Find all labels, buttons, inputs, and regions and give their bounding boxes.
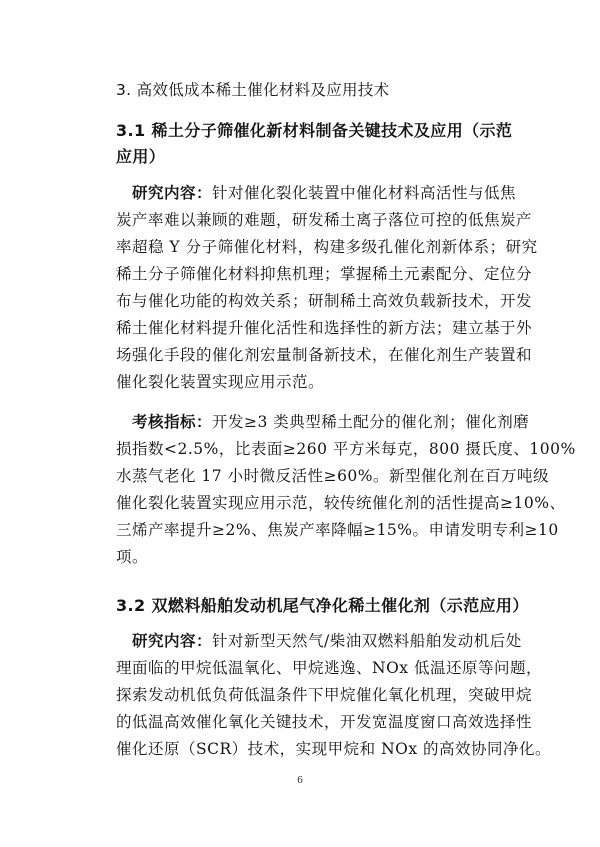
paragraph-line: 炭产率难以兼顾的难题，研发稀土离子落位可控的低焦炭产: [116, 211, 533, 229]
paragraph-line: 水蒸气老化 17 小时微反活性≥60%。新型催化剂在百万吨级: [116, 467, 550, 485]
page-number: 6: [297, 774, 303, 786]
research-label: 研究内容：: [132, 184, 213, 202]
paragraph-line: [132, 412, 529, 432]
paragraph-line: 布与催化功能的构效关系；研制稀土高效负载新技术，开发: [116, 292, 533, 310]
paragraph-line: 理面临的甲烷低温氧化、甲烷逃逸、NOx 低温还原等问题，: [116, 659, 542, 677]
paragraph-line: 探索发动机低负荷低温条件下甲烷催化氧化机理，突破甲烷: [116, 686, 533, 704]
paragraph-line: 的低温高效催化氧化关键技术，开发宽温度窗口高效选择性: [116, 713, 533, 731]
paragraph-line: [132, 183, 516, 203]
section-heading: 3. 高效低成本稀土催化材料及应用技术: [116, 81, 390, 99]
paragraph-text: 针对新型天然气/柴油双燃料船舶发动机后处: [212, 632, 522, 650]
paragraph-line: [132, 631, 522, 651]
subsection-heading-3-2: 3.2 双燃料船舶发动机尾气净化稀土催化剂（示范应用）: [116, 596, 529, 615]
paragraph-line: 项。: [116, 548, 149, 566]
paragraph-line: 损指数<2.5%，比表面≥260 平方米每克，800 摄氏度、100%: [116, 440, 576, 458]
assessment-label: 考核指标：: [132, 413, 213, 431]
subsection-heading-3-1-line1: 3.1 稀土分子筛催化新材料制备关键技术及应用（示范: [116, 121, 513, 140]
paragraph-line: 率超稳 Y 分子筛催化材料，构建多级孔催化剂新体系；研究: [116, 238, 538, 256]
paragraph-line: 场强化手段的催化剂宏量制备新技术，在催化剂生产装置和: [116, 346, 533, 364]
paragraph-line: 三烯产率提升≥2%、焦炭产率降幅≥15%。申请发明专利≥10: [116, 521, 559, 539]
paragraph-line: 稀土催化材料提升催化活性和选择性的新方法；建立基于外: [116, 319, 533, 337]
paragraph-text: 针对催化裂化装置中催化材料高活性与低焦: [212, 184, 517, 202]
paragraph-line: 催化还原（SCR）技术，实现甲烷和 NOx 的高效协同净化。: [116, 740, 552, 758]
paragraph-line: 催化裂化装置实现应用示范，较传统催化剂的活性提高≥10%、: [116, 494, 566, 512]
paragraph-line: 催化裂化装置实现应用示范。: [116, 373, 325, 391]
paragraph-line: 稀土分子筛催化材料抑焦机理；掌握稀土元素配分、定位分: [116, 265, 533, 283]
research-label: 研究内容：: [132, 632, 213, 650]
paragraph-text: 开发≥3 类典型稀土配分的催化剂；催化剂磨: [212, 413, 530, 431]
subsection-heading-3-1-line2: 应用）: [116, 147, 166, 166]
